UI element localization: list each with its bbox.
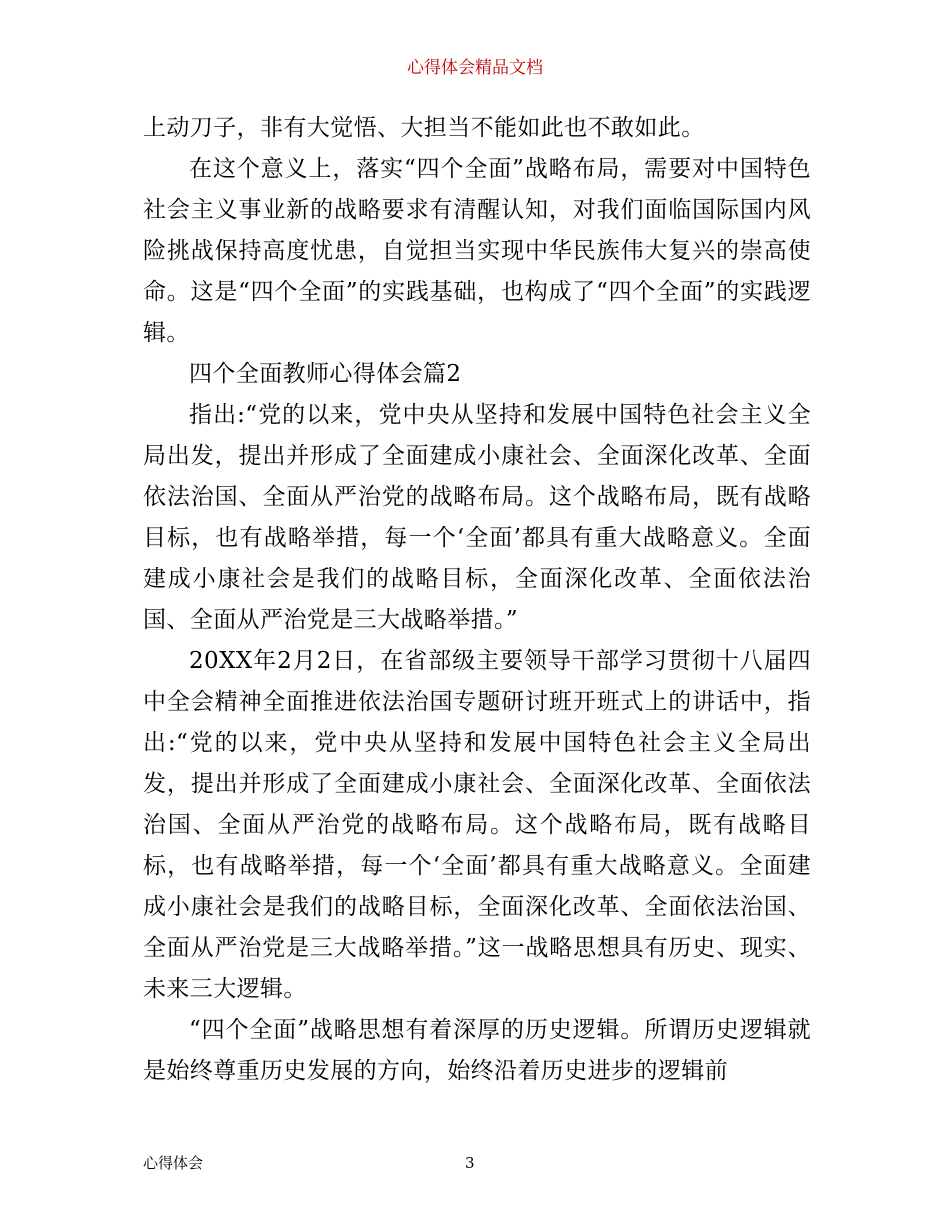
section-heading: 四个全面教师心得体会篇2 — [189, 361, 462, 387]
document-body — [143, 108, 811, 1092]
paragraph-5: “四个全面”战略思想有着深厚的历史逻辑。所谓历史逻辑就是始终尊重历史发展的方向，始终沿着历史进步的逻辑前 — [143, 1017, 811, 1084]
page-footer-label: 心得体会 — [143, 1154, 204, 1172]
page-number: 3 — [465, 1154, 475, 1172]
paragraph-3: 指出:“党的以来，党中央从坚持和发展中国特色社会主义全局出发，提出并形成了全面建成小康社会、全面深化改革、全面依法治国、全面从严治党的战略布局。这个战略布局，既有战略目标，也有战略举措，每一个‘全面’都具有重大战略意义。全面建成小康社会是我们的战略目标，全面深化改革、全面依法治国、全面从严治党是三大战略举措。” — [143, 402, 811, 633]
paragraph-2: 在这个意义上，落实“四个全面”战略布局，需要对中国特色社会主义事业新的战略要求有清醒认知，对我们面临国际国内风险挑战保持高度忧患，自觉担当实现中华民族伟大复兴的崇高使命。这是“四个全面”的实践基础，也构成了“四个全面”的实践逻辑。 — [143, 156, 811, 346]
page-header-title: 心得体会精品文档 — [407, 58, 543, 78]
paragraph-1: 上动刀子，非有大觉悟、大担当不能如此也不敢如此。 — [143, 115, 705, 141]
paragraph-4: 20XX年2月2日，在省部级主要领导干部学习贯彻十八届四中全会精神全面推进依法治国专题研讨班开班式上的讲话中，指出:“党的以来，党中央从坚持和发展中国特色社会主义全局出发，提出并形成了全面建成小康社会、全面深化改革、全面依法治国、全面从严治党的战略布局。这个战略布局，既有战略目标，也有战略举措，每一个‘全面’都具有重大战略意义。全面建成小康社会是我们的战略目标，全面深化改革、全面依法治国、全面从严治党是三大战略举措。”这一战略思想具有历史、现实、未来三大逻辑。 — [143, 648, 811, 1002]
